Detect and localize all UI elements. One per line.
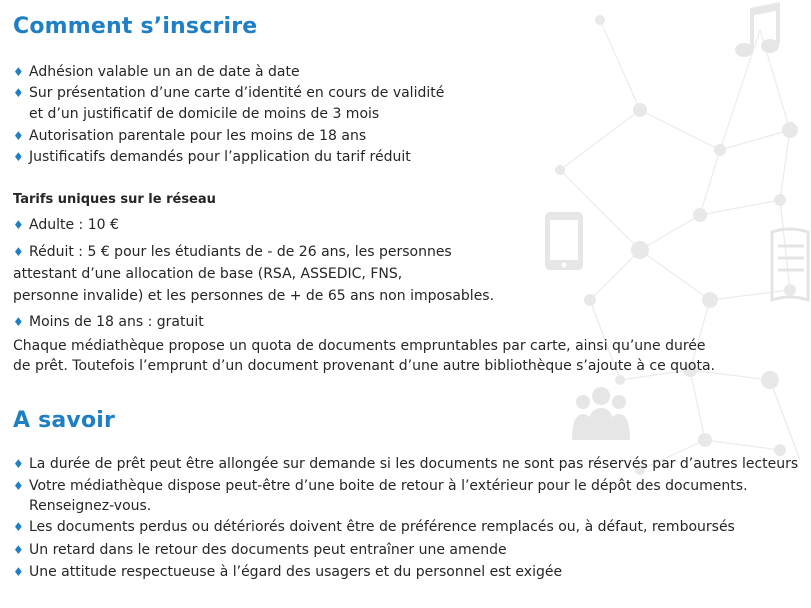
diamond-bullet-icon: ♦: [13, 520, 24, 534]
list-item: ♦ Adhésion valable un an de date à date: [13, 64, 300, 80]
tarif-reduit: ♦ Réduit : 5 € pour les étudiants de - de 26 ans, les personnes: [13, 244, 452, 260]
list-item-continuation: et d’un justificatif de domicile de moins de 3 mois: [29, 106, 380, 122]
tarif-reduit-line: personne invalide) et les personnes de + de 65 ans non imposables.: [13, 288, 495, 304]
diamond-bullet-icon: ♦: [13, 565, 24, 579]
list-item: ♦ Justificatifs demandés pour l’application du tarif réduit: [13, 149, 411, 165]
diamond-bullet-icon: ♦: [13, 65, 24, 79]
diamond-bullet-icon: ♦: [13, 245, 24, 259]
diamond-bullet-icon: ♦: [13, 150, 24, 164]
list-item: ♦ Une attitude respectueuse à l’égard des usagers et du personnel est exigée: [13, 564, 563, 580]
diamond-bullet-icon: ♦: [13, 129, 24, 143]
tarif-moins-18: ♦ Moins de 18 ans : gratuit: [13, 314, 204, 330]
list-item: ♦ Autorisation parentale pour les moins de 18 ans: [13, 128, 367, 144]
diamond-bullet-icon: ♦: [13, 543, 24, 557]
diamond-bullet-icon: ♦: [13, 218, 24, 232]
diamond-bullet-icon: ♦: [13, 457, 24, 471]
list-item-continuation: Renseignez-vous.: [29, 498, 152, 514]
list-item: ♦ Votre médiathèque dispose peut-être d’une boite de retour à l’extérieur pour le dépôt des documents.: [13, 478, 748, 494]
section-title-inscription: Comment s’inscrire: [13, 14, 258, 39]
tarif-adulte: ♦ Adulte : 10 €: [13, 217, 119, 233]
diamond-bullet-icon: ♦: [13, 479, 24, 493]
list-item: ♦ Sur présentation d’une carte d’identité en cours de validité: [13, 85, 445, 101]
quota-text: de prêt. Toutefois l’emprunt d’un document provenant d’une autre bibliothèque s’ajoute à ce quota.: [13, 358, 715, 374]
list-item: ♦ Un retard dans le retour des documents peut entraîner une amende: [13, 542, 507, 558]
tarif-reduit-line: attestant d’une allocation de base (RSA, ASSEDIC, FNS,: [13, 266, 403, 282]
diamond-bullet-icon: ♦: [13, 315, 24, 329]
list-item: ♦ La durée de prêt peut être allongée sur demande si les documents ne sont pas réservés par d’autres lecteurs: [13, 456, 799, 472]
tarifs-heading: Tarifs uniques sur le réseau: [13, 192, 216, 207]
quota-text: Chaque médiathèque propose un quota de documents empruntables par carte, ainsi qu’une durée: [13, 338, 706, 354]
diamond-bullet-icon: ♦: [13, 86, 24, 100]
list-item: ♦ Les documents perdus ou détériorés doivent être de préférence remplacés ou, à défaut, remboursés: [13, 519, 735, 535]
section-title-a-savoir: A savoir: [13, 408, 116, 433]
